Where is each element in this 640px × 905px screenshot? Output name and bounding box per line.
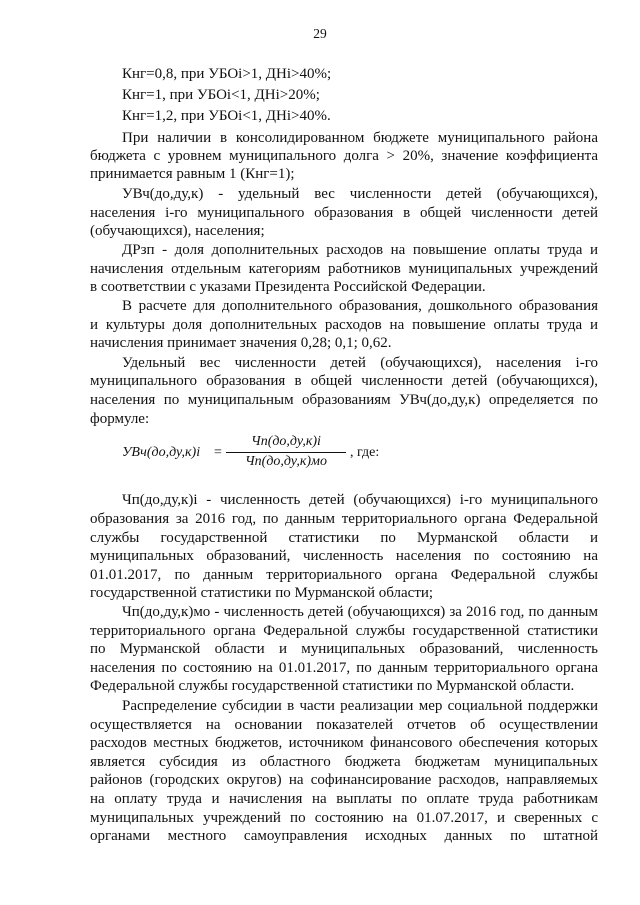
text-line: 01.01.2017, по данным территориального органа Федеральной службы: [90, 567, 598, 583]
formula-numerator: Чп(до,ду,к)i: [251, 434, 321, 449]
formula-equals: =: [214, 445, 222, 460]
text-line: бюджета с уровнем муниципального долга > 20%, значение коэффициента: [90, 148, 598, 164]
fraction-bar: [226, 452, 346, 453]
text-line: населения по состоянию на 01.01.2017, по данным территориального органа: [90, 660, 598, 676]
text-line: населения i-го муниципального образования в общей численности детей: [90, 205, 598, 221]
formula-suffix: , где:: [350, 445, 380, 460]
text-line: на оплату труда и начисления на выплаты по оплате труда работникам: [90, 791, 598, 807]
text-line: является субсидия из областного бюджета бюджетам муниципальных: [90, 754, 598, 770]
text-line: принимается равным 1 (Кнг=1);: [90, 166, 295, 182]
text-line: и культуры доля дополнительных расходов на повышение оплаты труда и: [90, 317, 598, 333]
text-line: населения по муниципальным образованиям УВч(до,ду,к) определяется по: [90, 392, 598, 408]
text-line: государственной статистики по Мурманской области;: [90, 585, 434, 601]
text-line: муниципальных учреждений по состоянию на 01.07.2017, и сверенных с: [90, 810, 598, 826]
text-line: Кнг=1,2, при УБОi<1, ДНi>40%.: [122, 108, 331, 124]
text-line: муниципальных образований, численность населения по состоянию на: [90, 548, 598, 564]
text-line: При наличии в консолидированном бюджете муниципального района: [122, 130, 598, 146]
text-line: Чп(до,ду,к)мо - численность детей (обучающихся) за 2016 год, по данным: [122, 604, 598, 620]
page-number: 29: [313, 26, 327, 41]
text-line: начисления принимает значения 0,28; 0,1; 0,62.: [90, 335, 392, 351]
text-line: Кнг=1, при УБОi<1, ДНi>20%;: [122, 87, 320, 103]
text-line: районов (городских округов) на софинансирование расходов, направляемых: [90, 772, 598, 788]
text-line: Чп(до,ду,к)i - численность детей (обучающихся) i-го муниципального: [122, 492, 598, 508]
text-line: Федеральной службы государственной статистики по Мурманской области.: [90, 678, 575, 694]
text-line: в соответствии с указами Президента Российской Федерации.: [90, 279, 486, 295]
text-line: Кнг=0,8, при УБОi>1, ДНi>40%;: [122, 66, 332, 82]
text-line: Распределение субсидии в части реализации мер социальной поддержки: [122, 698, 598, 714]
text-line: осуществляется на основании показателей отчетов об осуществлении: [90, 717, 598, 733]
text-line: образования за 2016 год, по данным территориального органа Федеральной: [90, 511, 598, 527]
formula-denominator: Чп(до,ду,к)мо: [245, 454, 327, 469]
text-line: расходов местных бюджетов, источником финансового обеспечения которых: [90, 735, 598, 751]
text-line: муниципального образования в общей численности детей (обучающихся),: [90, 373, 598, 389]
text-line: УВч(до,ду,к) - удельный вес численности детей (обучающихся),: [122, 186, 598, 202]
text-line: формуле:: [90, 411, 150, 427]
text-line: территориального органа Федеральной службы государственной статистики: [90, 623, 598, 639]
text-line: (обучающихся), населения;: [90, 223, 265, 239]
text-line: ДРзп - доля дополнительных расходов на повышение оплаты труда и: [122, 242, 598, 258]
formula-lhs: УВч(до,ду,к)i: [122, 445, 201, 460]
text-line: органами местного самоуправления исходных данных по штатной: [90, 828, 598, 844]
text-line: начисления отдельным категориям работников муниципальных учреждений: [90, 261, 598, 277]
text-line: службы государственной статистики по Мурманской области и: [90, 530, 598, 546]
text-line: Удельный вес численности детей (обучающихся), населения i-го: [122, 355, 598, 371]
text-line: по Мурманской области и муниципальных образований, численность: [90, 641, 598, 657]
text-line: В расчете для дополнительного образования, дошкольного образования: [122, 298, 598, 314]
